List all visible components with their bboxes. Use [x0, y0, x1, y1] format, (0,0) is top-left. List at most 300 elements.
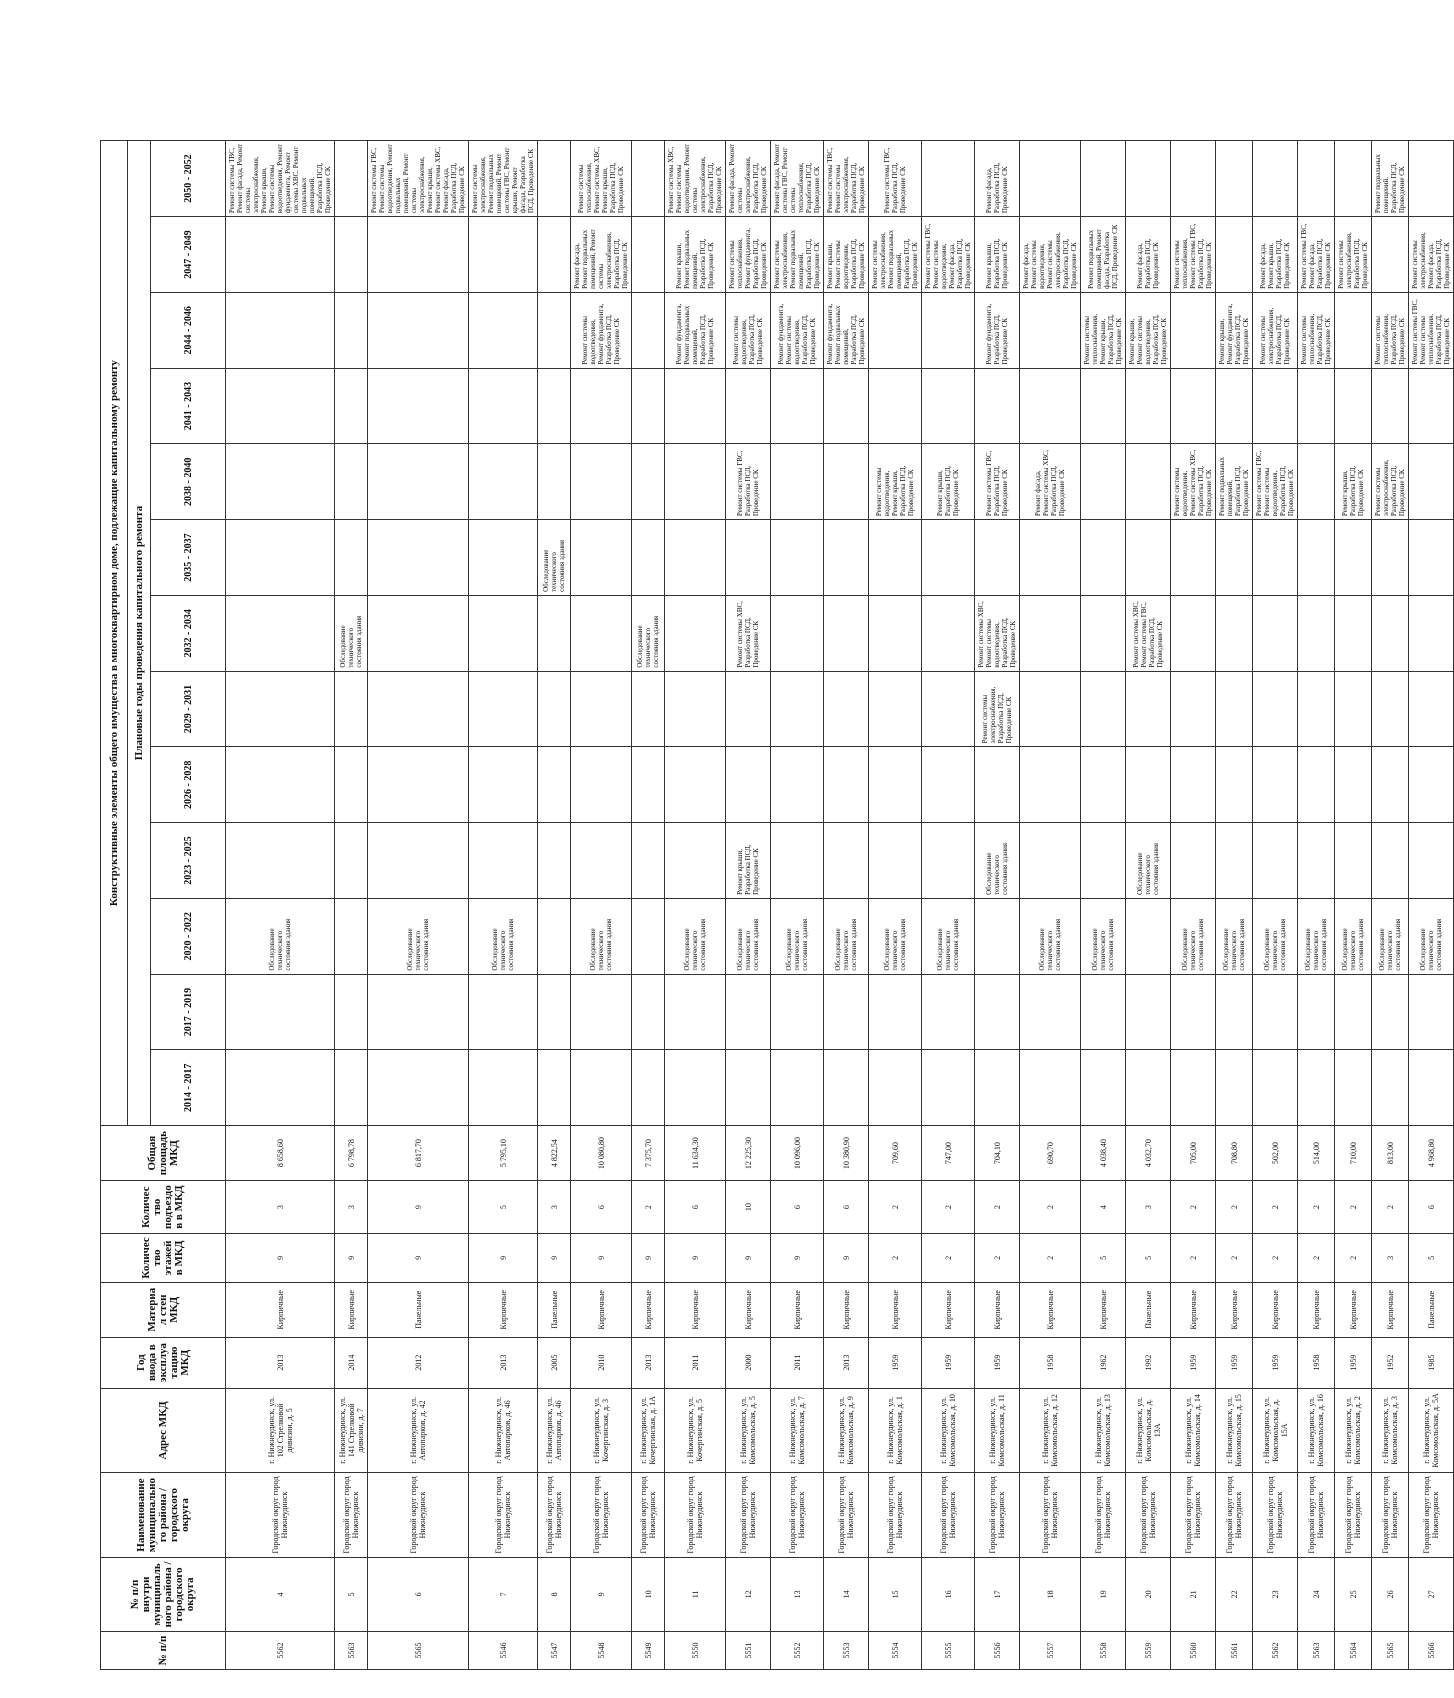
cell-period-work: Ремонт системы водоотведения, Ремонт системы ХВС, Разработка ПСД, Проведение СК [1171, 444, 1216, 520]
cell-np: 5551 [726, 1631, 771, 1669]
header-period: 2041 - 2043 [151, 368, 226, 444]
cell-period-work [368, 292, 469, 368]
cell-period-work [1298, 520, 1335, 596]
cell-period-work [824, 368, 869, 444]
cell-period-work [538, 1050, 571, 1126]
cell-np: 5565 [1372, 1631, 1409, 1669]
cell-municipality: Городской округ город Нижнеудинск [1126, 1473, 1171, 1558]
cell-period-work [771, 1050, 824, 1126]
cell-municipality: Городской округ город Нижнеудинск [771, 1473, 824, 1558]
cell-period-work [869, 747, 922, 823]
cell-np: 5555 [922, 1631, 975, 1669]
cell-nmun: 9 [571, 1557, 632, 1631]
cell-period-work [1171, 292, 1216, 368]
cell-period-work [1298, 141, 1335, 217]
header-nmun: № п/п внутри муниципального района / городского округа [101, 1557, 226, 1631]
cell-floors: 2 [922, 1234, 975, 1283]
cell-wall-material: Кирпичные [226, 1282, 335, 1337]
cell-period-work: Ремонт подвальных помещений, Ремонт фасада, Разработка ПСД, Проведение СК [1081, 217, 1126, 293]
cell-period-work [869, 368, 922, 444]
cell-period-work [538, 368, 571, 444]
cell-np: 5547 [538, 1631, 571, 1669]
cell-period-work [632, 444, 665, 520]
cell-period-work: Ремонт системы водоотведения, Разработка ПСД, Проведение СК [726, 292, 771, 368]
cell-period-work [1372, 747, 1409, 823]
cell-municipality: Городской округ город Нижнеудинск [869, 1473, 922, 1558]
cell-period-work [1298, 747, 1335, 823]
cell-municipality: Городской округ город Нижнеудинск [1020, 1473, 1081, 1558]
table-row [869, 141, 922, 1670]
cell-period-work [869, 520, 922, 596]
cell-address: г. Нижнеудинск, ул. Комсомольская, д. 5 [726, 1388, 771, 1473]
cell-nmun: 13 [771, 1557, 824, 1631]
cell-address: г. Нижнеудинск, ул. Комсомольская, д. 11 [975, 1388, 1020, 1473]
cell-area: 709,60 [869, 1126, 922, 1181]
cell-entrances: 2 [1298, 1181, 1335, 1234]
cell-year: 2012 [368, 1337, 469, 1388]
cell-entrances: 2 [975, 1181, 1020, 1234]
cell-period-work [335, 217, 368, 293]
cell-period-work: Ремонт системы ГВС, Ремонт системы теплоснабжения, Разработка ПСД, Проведение СК [1409, 292, 1454, 368]
cell-period-work [1216, 520, 1253, 596]
cell-period-work [726, 368, 771, 444]
cell-period-work [726, 747, 771, 823]
cell-np: 5562 [226, 1631, 335, 1669]
header-year: Год ввода в эксплуатацию МКД [101, 1337, 226, 1388]
cell-period-work [538, 292, 571, 368]
header-main-title: Конструктивные элементы общего имущества в многоквартирном доме, подлежащие капитальному ремонту [101, 141, 128, 1126]
cell-period-work: Ремонт системы ХВС, Ремонт системы водоотведения, Разработка ПСД, Проведение СК [975, 595, 1020, 671]
cell-period-work: Ремонт крыши, Разработка ПСД, Проведение СК [1335, 444, 1372, 520]
cell-np: 5552 [771, 1631, 824, 1669]
table-row [665, 141, 726, 1670]
cell-period-work [632, 1050, 665, 1126]
cell-floors: 9 [824, 1234, 869, 1283]
cell-period-work: Обследование технического состояния здания [1409, 898, 1454, 974]
cell-period-work [538, 747, 571, 823]
cell-period-work [1335, 595, 1372, 671]
cell-period-work: Обследование технического состояния здания [1335, 898, 1372, 974]
cell-municipality: Городской округ город Нижнеудинск [1335, 1473, 1372, 1558]
cell-period-work [335, 444, 368, 520]
cell-period-work [1298, 974, 1335, 1050]
cell-area: 10 080,80 [571, 1126, 632, 1181]
cell-period-work: Обследование технического состояния здания [1298, 898, 1335, 974]
cell-period-work [335, 520, 368, 596]
cell-address: г. Нижнеудинск, ул. Кочергинская, д. 1А [632, 1388, 665, 1473]
cell-period-work [632, 292, 665, 368]
cell-period-work [1335, 974, 1372, 1050]
cell-period-work: Ремонт фасада, Ремонт системы ХВС, Разработка ПСД, Проведение СК [1020, 444, 1081, 520]
cell-np: 5553 [824, 1631, 869, 1669]
cell-period-work [1335, 823, 1372, 899]
cell-period-work [922, 141, 975, 217]
cell-period-work [538, 823, 571, 899]
cell-period-work [571, 520, 632, 596]
cell-nmun: 5 [335, 1557, 368, 1631]
cell-nmun: 27 [1409, 1557, 1454, 1631]
cell-floors: 2 [1171, 1234, 1216, 1283]
cell-period-work: Ремонт фундамента, Ремонт системы водоотведения, Разработка ПСД, Проведение СК [771, 292, 824, 368]
cell-period-work [368, 444, 469, 520]
cell-period-work: Обследование технического состояния здания [538, 520, 571, 596]
cell-period-work [1253, 141, 1298, 217]
cell-year: 1958 [1020, 1337, 1081, 1388]
cell-entrances: 9 [368, 1181, 469, 1234]
cell-period-work [226, 974, 335, 1050]
cell-period-work [665, 671, 726, 747]
cell-area: 813,00 [1372, 1126, 1409, 1181]
cell-address: г. Нижнеудинск, ул. Комсомольская, д. 16 [1298, 1388, 1335, 1473]
cell-period-work [226, 292, 335, 368]
cell-year: 1959 [1253, 1337, 1298, 1388]
cell-area: 710,00 [1335, 1126, 1372, 1181]
cell-period-work [335, 823, 368, 899]
cell-np: 5566 [1409, 1631, 1454, 1669]
header-sub-title: Плановые годы проведения капитального ремонта [128, 141, 151, 1126]
cell-entrances: 6 [771, 1181, 824, 1234]
cell-period-work [571, 444, 632, 520]
cell-floors: 2 [1335, 1234, 1372, 1283]
cell-period-work [824, 444, 869, 520]
cell-municipality: Городской округ город Нижнеудинск [1253, 1473, 1298, 1558]
cell-municipality: Городской округ город Нижнеудинск [226, 1473, 335, 1558]
cell-nmun: 7 [469, 1557, 538, 1631]
cell-np: 5556 [975, 1631, 1020, 1669]
cell-wall-material: Кирпичные [571, 1282, 632, 1337]
cell-period-work [771, 368, 824, 444]
table-row [771, 141, 824, 1670]
cell-period-work [469, 823, 538, 899]
cell-period-work [869, 974, 922, 1050]
cell-nmun: 26 [1372, 1557, 1409, 1631]
cell-municipality: Городской округ город Нижнеудинск [1081, 1473, 1126, 1558]
cell-period-work [469, 368, 538, 444]
cell-period-work: Ремонт системы теплоснабжения, Ремонт крыши, Разработка ПСД, Проведение СК [1081, 292, 1126, 368]
cell-period-work: Обследование технического состояния здания [1372, 898, 1409, 974]
cell-period-work [726, 671, 771, 747]
cell-year: 1985 [1409, 1337, 1454, 1388]
cell-year: 1952 [1372, 1337, 1409, 1388]
cell-period-work [632, 747, 665, 823]
cell-entrances: 10 [726, 1181, 771, 1234]
cell-period-work [771, 823, 824, 899]
cell-period-work [1372, 671, 1409, 747]
cell-nmun: 16 [922, 1557, 975, 1631]
cell-period-work [1409, 444, 1454, 520]
cell-period-work [632, 671, 665, 747]
cell-municipality: Городской округ город Нижнеудинск [538, 1473, 571, 1558]
cell-period-work [335, 141, 368, 217]
cell-np: 5546 [469, 1631, 538, 1669]
table-row [335, 141, 368, 1670]
cell-period-work [469, 292, 538, 368]
cell-nmun: 21 [1171, 1557, 1216, 1631]
cell-period-work [632, 141, 665, 217]
cell-period-work [1171, 1050, 1216, 1126]
cell-municipality: Городской округ город Нижнеудинск [922, 1473, 975, 1558]
cell-period-work [726, 520, 771, 596]
cell-period-work: Ремонт фасада, Ремонт системы электроснабжения, Разработка ПСД, Проведение СК [726, 141, 771, 217]
cell-entrances: 5 [469, 1181, 538, 1234]
cell-period-work [335, 747, 368, 823]
cell-period-work: Ремонт системы теплоснабжения, Разработка ПСД, Проведение СК [1298, 292, 1335, 368]
cell-year: 2011 [665, 1337, 726, 1388]
cell-period-work: Ремонт системы ТВС, Ремонт фасада, Ремонт системы электроснабжения, Ремонт крыши, Ремонт системы водоотведения, Ремонт фундамента, Ремонт системы ХВС, Ремонт подвальных помещений, Разработка ПСД, Проведение СК [226, 141, 335, 217]
cell-period-work: Ремонт крыши, Разработка ПСД, Проведение СК [975, 217, 1020, 293]
cell-period-work [922, 595, 975, 671]
cell-period-work [1126, 444, 1171, 520]
cell-period-work [771, 444, 824, 520]
header-municipality: Наименование муниципального района / городского округа [101, 1473, 226, 1558]
cell-floors: 9 [335, 1234, 368, 1283]
cell-period-work [1298, 823, 1335, 899]
cell-nmun: 19 [1081, 1557, 1126, 1631]
cell-period-work [922, 520, 975, 596]
cell-floors: 2 [1020, 1234, 1081, 1283]
cell-address: г. Нижнеудинск, ул. Кочергинская, д. 5 [665, 1388, 726, 1473]
cell-period-work: Ремонт крыши, Ремонт системы водоотведения, Разработка ПСД, Проведение СК [1126, 292, 1171, 368]
cell-period-work [1081, 747, 1126, 823]
cell-np: 5563 [1298, 1631, 1335, 1669]
cell-period-work [368, 974, 469, 1050]
cell-period-work [1372, 823, 1409, 899]
header-area: Общая площадь МКД [101, 1126, 226, 1181]
cell-area: 6 798,78 [335, 1126, 368, 1181]
cell-period-work: Обследование технического состояния здания [771, 898, 824, 974]
cell-area: 4 968,80 [1409, 1126, 1454, 1181]
cell-period-work [1409, 974, 1454, 1050]
cell-period-work [1409, 823, 1454, 899]
cell-period-work [1298, 1050, 1335, 1126]
table-row [538, 141, 571, 1670]
cell-period-work [726, 1050, 771, 1126]
cell-period-work [632, 898, 665, 974]
cell-wall-material: Кирпичные [869, 1282, 922, 1337]
cell-period-work: Обследование технического состояния здания [922, 898, 975, 974]
cell-period-work: Ремонт подвальных помещений, Разработка ПСД, Проведение СК [1216, 444, 1253, 520]
cell-address: г. Нижнеудинск, ул. Кочергинская, д. 3 [571, 1388, 632, 1473]
header-wall-material: Материал стен МКД [101, 1282, 226, 1337]
cell-municipality: Городской округ город Нижнеудинск [469, 1473, 538, 1558]
cell-year: 1992 [1126, 1337, 1171, 1388]
cell-wall-material: Кирпичные [469, 1282, 538, 1337]
cell-period-work [1216, 368, 1253, 444]
cell-period-work [1171, 368, 1216, 444]
cell-municipality: Городской округ город Нижнеудинск [335, 1473, 368, 1558]
cell-municipality: Городской округ город Нижнеудинск [824, 1473, 869, 1558]
cell-area: 705,00 [1171, 1126, 1216, 1181]
cell-entrances: 2 [1171, 1181, 1216, 1234]
cell-period-work [665, 595, 726, 671]
cell-year: 1959 [1171, 1337, 1216, 1388]
cell-period-work [975, 1050, 1020, 1126]
cell-period-work [1253, 823, 1298, 899]
header-period: 2050 - 2052 [151, 141, 226, 217]
cell-nmun: 25 [1335, 1557, 1372, 1631]
cell-period-work [824, 520, 869, 596]
cell-year: 1959 [922, 1337, 975, 1388]
cell-period-work: Ремонт фасада, Ремонт системы ГВС, Ремонт системы теплоснабжения, Разработка ПСД, Проведение СК [771, 141, 824, 217]
cell-period-work [538, 595, 571, 671]
cell-nmun: 23 [1253, 1557, 1298, 1631]
cell-period-work [469, 217, 538, 293]
cell-period-work: Обследование технического состояния здания [1216, 898, 1253, 974]
cell-period-work: Ремонт фасада, Ремонт подвальных помещений, Ремонт системы электроснабжения, Разработка ПСД, Проведение СК [571, 217, 632, 293]
cell-period-work [869, 292, 922, 368]
cell-period-work [1126, 368, 1171, 444]
cell-period-work [1216, 671, 1253, 747]
cell-year: 1959 [975, 1337, 1020, 1388]
cell-period-work [1216, 595, 1253, 671]
cell-entrances: 6 [665, 1181, 726, 1234]
cell-nmun: 6 [368, 1557, 469, 1631]
cell-period-work [771, 747, 824, 823]
cell-municipality: Городской округ город Нижнеудинск [665, 1473, 726, 1558]
cell-municipality: Городской округ город Нижнеудинск [1372, 1473, 1409, 1558]
cell-period-work [824, 747, 869, 823]
cell-period-work [469, 974, 538, 1050]
cell-year: 2005 [538, 1337, 571, 1388]
cell-floors: 2 [869, 1234, 922, 1283]
cell-period-work [1171, 520, 1216, 596]
cell-nmun: 22 [1216, 1557, 1253, 1631]
cell-period-work: Обследование технического состояния здания [335, 595, 368, 671]
cell-period-work [226, 520, 335, 596]
cell-period-work: Ремонт фасада, Ремонт системы водоотведения, Ремонт системы электроснабжения, Разработка ПСД, Проведение СК [1020, 217, 1081, 293]
cell-period-work [1372, 368, 1409, 444]
cell-floors: 2 [1253, 1234, 1298, 1283]
cell-period-work [1335, 747, 1372, 823]
cell-period-work [1081, 1050, 1126, 1126]
cell-address: г. Нижнеудинск, ул. Автопарков, д. 42 [368, 1388, 469, 1473]
cell-entrances: 2 [922, 1181, 975, 1234]
cell-period-work [226, 823, 335, 899]
cell-period-work: Ремонт системы электроснабжения, Ремонт фасада, Разработка ПСД, Проведение СК [1409, 217, 1454, 293]
cell-period-work [571, 671, 632, 747]
cell-address: г. Нижнеудинск, ул. Комсомольская, д. 12 [1020, 1388, 1081, 1473]
cell-year: 1959 [1216, 1337, 1253, 1388]
cell-period-work [771, 520, 824, 596]
cell-wall-material: Кирпичные [922, 1282, 975, 1337]
cell-address: г. Нижнеудинск, ул. Комсомольская, д. 2 [1335, 1388, 1372, 1473]
cell-year: 2013 [226, 1337, 335, 1388]
cell-period-work [1372, 595, 1409, 671]
cell-period-work [1409, 141, 1454, 217]
cell-period-work [632, 217, 665, 293]
cell-area: 4 032,70 [1126, 1126, 1171, 1181]
cell-wall-material: Кирпичные [1335, 1282, 1372, 1337]
cell-np: 5560 [1171, 1631, 1216, 1669]
cell-np: 5548 [571, 1631, 632, 1669]
cell-np: 5549 [632, 1631, 665, 1669]
cell-np: 5562 [1253, 1631, 1298, 1669]
cell-wall-material: Кирпичные [665, 1282, 726, 1337]
cell-period-work [665, 444, 726, 520]
cell-area: 4 822,54 [538, 1126, 571, 1181]
cell-nmun: 17 [975, 1557, 1020, 1631]
cell-period-work: Ремонт крыши, Ремонт подвальных помещений, Разработка ПСД, Проведение СК [665, 217, 726, 293]
cell-address: г. Нижнеудинск, ул. Комсомольская, д. 13А [1126, 1388, 1171, 1473]
cell-period-work [1171, 141, 1216, 217]
cell-period-work [665, 520, 726, 596]
cell-period-work [1409, 520, 1454, 596]
cell-period-work [368, 747, 469, 823]
cell-area: 7 375,70 [632, 1126, 665, 1181]
cell-period-work [1020, 141, 1081, 217]
cell-period-work [1126, 1050, 1171, 1126]
cell-np: 5558 [1081, 1631, 1126, 1669]
cell-nmun: 14 [824, 1557, 869, 1631]
cell-period-work [538, 141, 571, 217]
cell-municipality: Городской округ город Нижнеудинск [632, 1473, 665, 1558]
cell-period-work [771, 595, 824, 671]
cell-period-work: Ремонт системы ГВС, Разработка ПСД, Проведение СК [869, 141, 922, 217]
cell-period-work [1020, 520, 1081, 596]
cell-period-work [869, 823, 922, 899]
cell-wall-material: Кирпичные [726, 1282, 771, 1337]
cell-np: 5564 [1335, 1631, 1372, 1669]
cell-period-work [1216, 747, 1253, 823]
header-period: 2044 - 2046 [151, 292, 226, 368]
header-period: 2047 - 2049 [151, 217, 226, 293]
cell-period-work [335, 292, 368, 368]
cell-period-work [1020, 595, 1081, 671]
cell-address: г. Нижнеудинск, ул. Комсомольская, д. 15А [1253, 1388, 1298, 1473]
cell-period-work: Обследование технического состояния здания [665, 898, 726, 974]
cell-period-work [1126, 747, 1171, 823]
cell-entrances: 3 [1126, 1181, 1171, 1234]
header-np: № п/п [101, 1631, 226, 1669]
cell-area: 690,70 [1020, 1126, 1081, 1181]
cell-nmun: 11 [665, 1557, 726, 1631]
cell-period-work: Ремонт крыши, Ремонт системы водоотведения, Разработка ПСД, Проведение СК [824, 217, 869, 293]
cell-wall-material: Кирпичные [1298, 1282, 1335, 1337]
cell-period-work: Ремонт системы ХВС, Ремонт системы водоотведения, Ремонт системы электроснабжения, Разработка ПСД, Проведение СК [665, 141, 726, 217]
cell-period-work: Ремонт системы ГВС, Разработка ПСД, Проведение СК [975, 444, 1020, 520]
cell-floors: 9 [538, 1234, 571, 1283]
cell-entrances: 3 [538, 1181, 571, 1234]
cell-period-work: Ремонт системы ГВС, Ремонт системы водоотведения, Ремонт фасада, Разработка ПСД, Проведение СК [922, 217, 975, 293]
table-row [975, 141, 1020, 1670]
cell-period-work [368, 671, 469, 747]
cell-period-work [368, 595, 469, 671]
cell-period-work: Ремонт системы электроснабжения, Ремонт подвальных помещений, Разработка ПСД, Проведение СК [869, 217, 922, 293]
cell-period-work [538, 671, 571, 747]
cell-period-work: Обследование технического состояния здания [824, 898, 869, 974]
cell-period-work: Ремонт фундамента, Ремонт подвальных помещений, Разработка ПСД, Проведение СК [824, 292, 869, 368]
cell-year: 1959 [1335, 1337, 1372, 1388]
cell-period-work [1020, 368, 1081, 444]
cell-period-work: Ремонт фундамента, Разработка ПСД, Проведение СК [975, 292, 1020, 368]
cell-period-work [1171, 595, 1216, 671]
cell-municipality: Городской округ город Нижнеудинск [1171, 1473, 1216, 1558]
cell-np: 5557 [1020, 1631, 1081, 1669]
cell-period-work [1335, 141, 1372, 217]
cell-period-work [1020, 671, 1081, 747]
cell-period-work [1298, 595, 1335, 671]
cell-floors: 5 [1126, 1234, 1171, 1283]
cell-address: г. Нижнеудинск, ул. Комсомольская, д. 9 [824, 1388, 869, 1473]
header-period: 2014 - 2017 [151, 1050, 226, 1126]
cell-period-work [1253, 671, 1298, 747]
table-row [1081, 141, 1126, 1670]
cell-area: 11 634,30 [665, 1126, 726, 1181]
cell-period-work [975, 898, 1020, 974]
cell-period-work [771, 671, 824, 747]
cell-address: г. Нижнеудинск, ул. Комсомольская, д. 7 [771, 1388, 824, 1473]
cell-period-work [1081, 595, 1126, 671]
